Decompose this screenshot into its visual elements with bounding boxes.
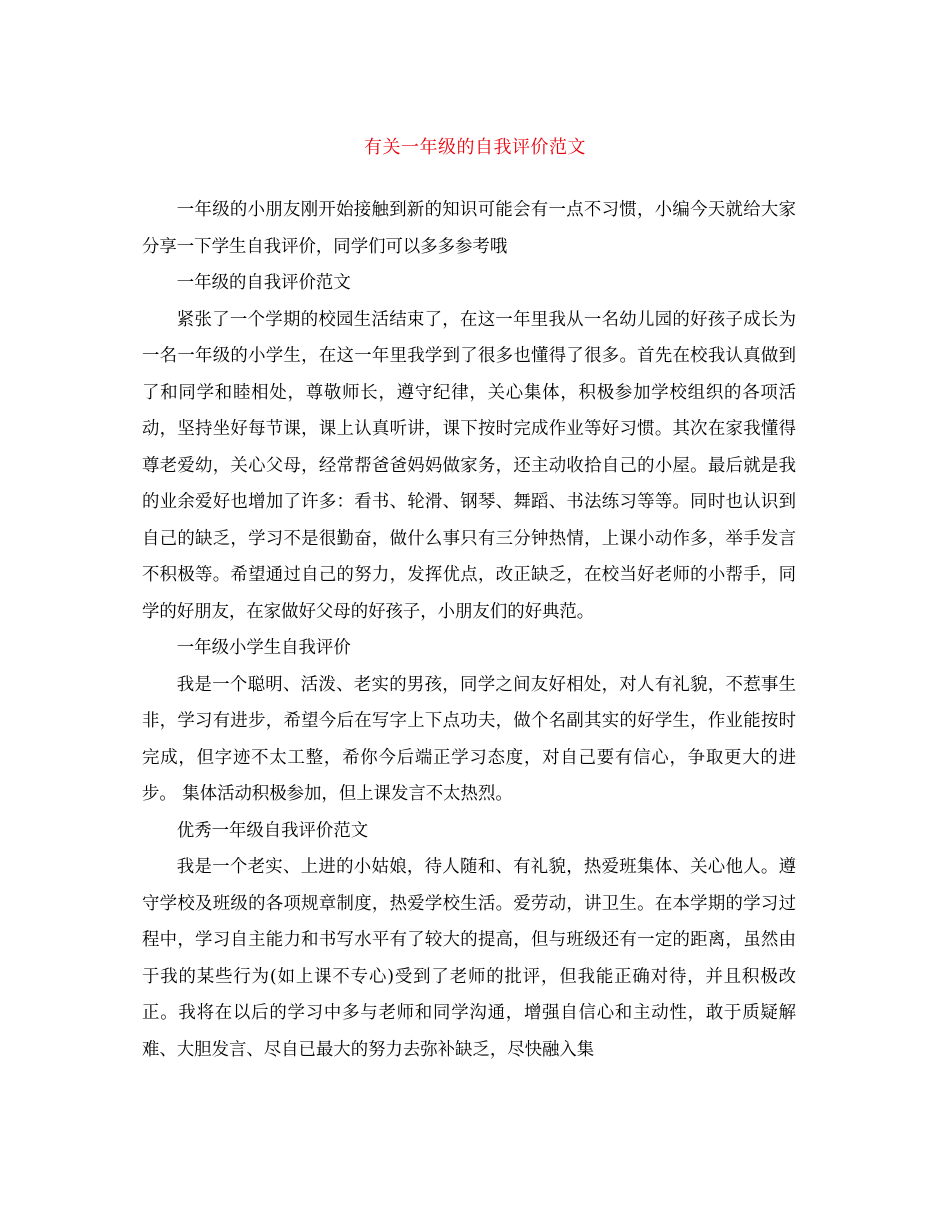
intro-paragraph: 一年级的小朋友刚开始接触到新的知识可能会有一点不习惯，小编今天就给大家分享一下学生自我评价，同学们可以多多参考哦 <box>142 200 796 257</box>
document-body <box>142 192 796 1068</box>
section-heading: 优秀一年级自我评价范文 <box>176 820 369 841</box>
body-paragraph: 紧张了一个学期的校园生活结束了，在这一年里我从一名幼儿园的好孩子成长为一名一年级的小学生，在这一年里我学到了很多也懂得了很多。首先在校我认真做到了和同学和睦相处，尊敬师长，遵守纪律，关心集体，积极参加学校组织的各项活动，坚持坐好每节课，课上认真听讲，课下按时完成作业等好习惯。其次在家我懂得尊老爱幼，关心父母，经常帮爸爸妈妈做家务，还主动收拾自己的小屋。最后就是我的业余爱好也增加了许多：看书、轮滑、钢琴、舞蹈、书法练习等等。同时也认识到自己的缺乏，学习不是很勤奋，做什么事只有三分钟热情，上课小动作多，举手发言不积极等。希望通过自己的努力，发挥优点，改正缺乏，在校当好老师的小帮手，同学的好朋友，在家做好父母的好孩子，小朋友们的好典范。 <box>142 309 796 622</box>
body-paragraph: 我是一个老实、上进的小姑娘，待人随和、有礼貌，热爱班集体、关心他人。遵守学校及班级的各项规章制度，热爱学校生活。爱劳动，讲卫生。在本学期的学习过程中，学习自主能力和书写水平有了较大的提高，但与班级还有一定的距离，虽然由于我的某些行为(如上课不专心)受到了老师的批评，但我能正确对待，并且积极改正。我将在以后的学习中多与老师和同学沟通，增强自信心和主动性，敢于质疑解难、大胆发言、尽自已最大的努力去弥补缺乏，尽快融入集 <box>142 857 796 1060</box>
body-paragraph: 我是一个聪明、活泼、老实的男孩，同学之间友好相处，对人有礼貌，不惹事生非，学习有进步，希望今后在写字上下点功夫，做个名副其实的好学生，作业能按时完成，但字迹不太工整，希你今后端正学习态度，对自己要有信心，争取更大的进步。 集体活动积极参加，但上课发言不太热烈。 <box>142 674 796 804</box>
section-heading: 一年级的自我评价范文 <box>176 273 351 293</box>
document-title: 有关一年级的自我评价范文 <box>364 137 586 158</box>
section-heading: 一年级小学生自我评价 <box>176 638 351 658</box>
